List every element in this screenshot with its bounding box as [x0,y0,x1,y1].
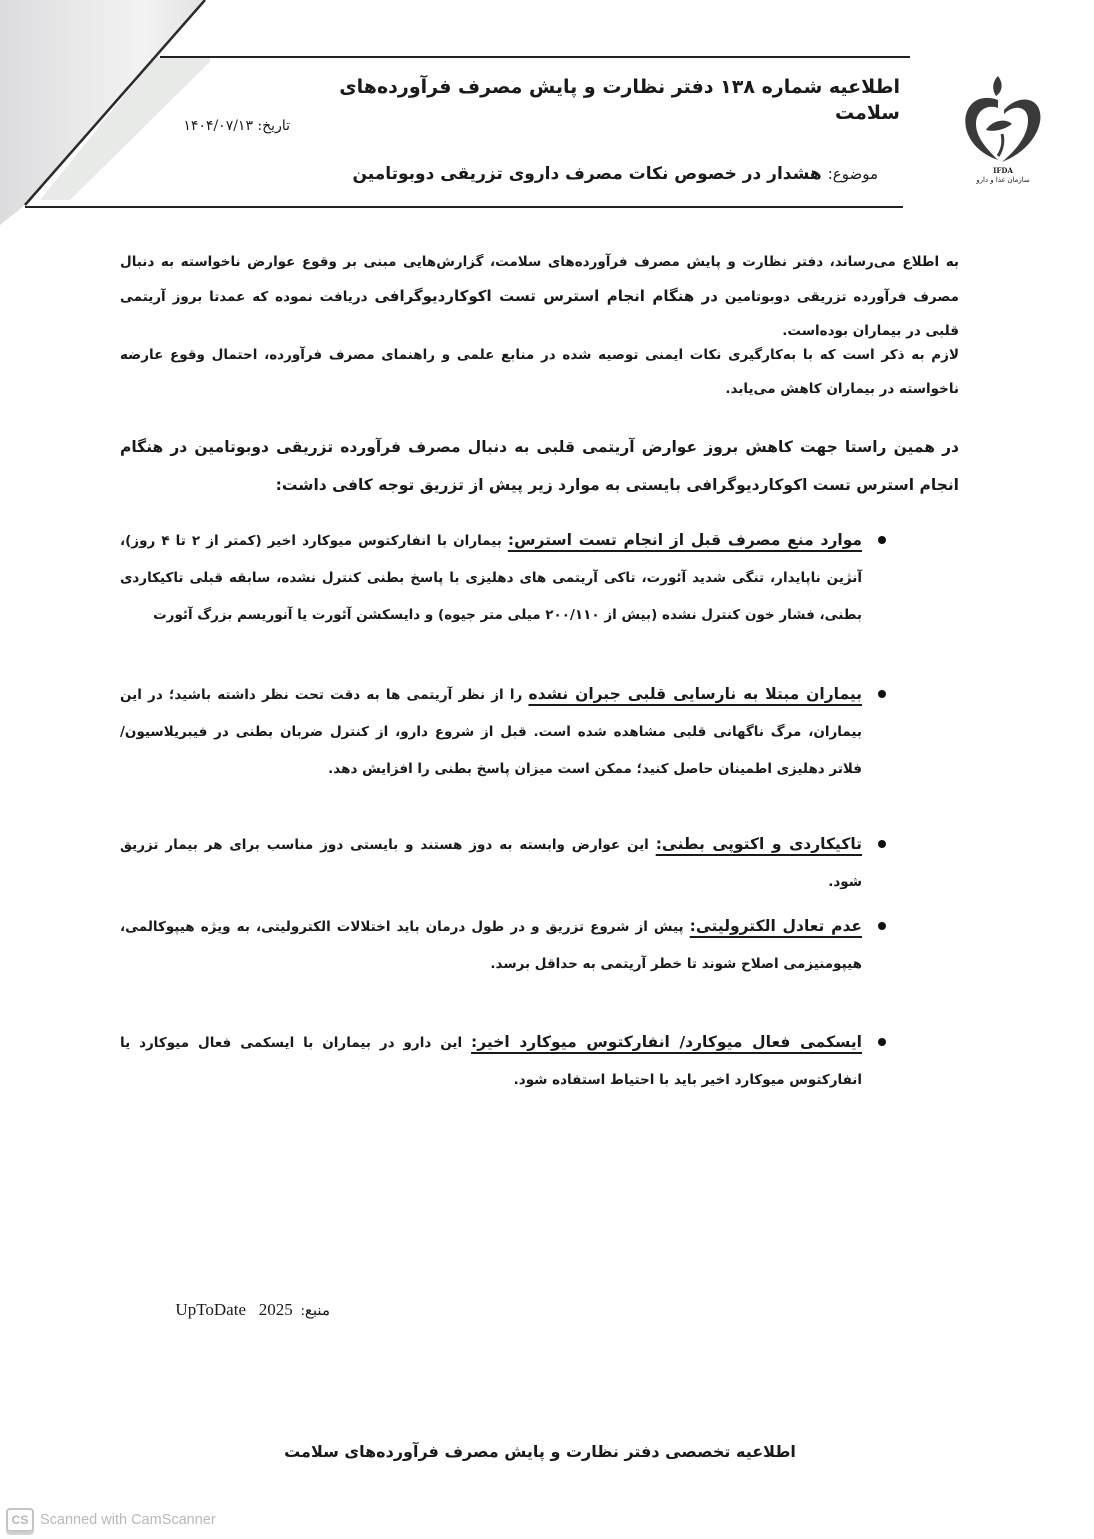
precaution-item [120,522,862,634]
precaution-heading: عدم تعادل الکترولیتی: [689,917,863,935]
source-citation [130,1300,330,1320]
subject-value: هشدار در خصوص نکات مصرف داروی تزریقی دوبوتامین [352,164,822,184]
header-top-rule [160,56,910,58]
precaution-text: بیماران با انفارکتوس میوکارد اخیر (کمتر از ۲ تا ۴ روز)، آنژین ناپایدار، تنگی شدید آئورت، تاکی آریتمی های دهلیزی با پاسخ بطنی کنترل نشده، سابقه قبلی تاکیکاردی بطنی، فشار خون کنترل نشده (بیش از ۲۰۰/۱۱۰ میلی متر جیوه) و دایسکشن آئورت یا آنوریسم بزرگ آئورت [120,533,862,623]
date-value: ۱۴۰۴/۰۷/۱۳ [183,118,253,134]
precaution-item [120,826,862,901]
precaution-text: این عوارض وابسته به دوز هستند و بایستی دوز مناسب برای هر بیمار تزریق شود. [120,837,862,890]
date-label: تاریخ: [257,118,290,134]
precaution-heading: ایسکمی فعال میوکارد/ انفارکتوس میوکارد اخیر: [471,1033,862,1051]
precaution-text: را از نظر آریتمی ها به دقت تحت نظر داشته باشید؛ در این بیماران، مرگ ناگهانی قلبی مشاهده شده است. قبل از شروع دارو، از کنترل ضربان بطنی در فیبریلاسیون/ فلاتر دهلیزی اطمینان حاصل کنید؛ ممکن است میزان پاسخ بطنی را افزایش دهد. [120,687,862,777]
announcement-subject [300,162,878,186]
camscanner-watermark [6,1508,216,1532]
guidance-intro-paragraph: در همین راستا جهت کاهش بروز عوارض آریتمی قلبی به دنبال مصرف فرآورده تزریقی دوبوتامین در هنگام انجام استرس تست اکوکاردیوگرافی بایستی به موارد زیر پیش از تزریق توجه کافی داشت: [120,438,959,494]
intro-text-a: به اطلاع می‌رساند، دفتر نظارت و پایش مصرف فرآورده‌های سلامت، گزارش‌هایی مبنی بر وقوع عوارض ناخواسته به دنبال مصرف فرآورده تزریقی دوبوتامین [120,254,959,305]
precaution-heading: تاکیکاردی و اکتوپی بطنی: [655,835,862,853]
ifda-logo [958,70,1048,190]
ifda-logo-icon [958,70,1048,166]
source-value: UpToDate 2025 [175,1300,293,1319]
source-label: منبع: [300,1303,330,1319]
header-bottom-rule [25,206,903,208]
watermark-text: Scanned with CamScanner [40,1512,216,1528]
precaution-text: این دارو در بیماران با ایسکمی فعال میوکارد یا انفارکتوس میوکارد اخیر باید با احتیاط استفاده شود. [120,1035,862,1088]
precaution-item [120,908,862,983]
safety-note-paragraph: لازم به ذکر است که با به‌کارگیری نکات ایمنی توصیه شده در منابع علمی و راهنمای مصرف فرآورده، احتمال وقوع عارضه ناخواسته در بیماران کاهش می‌یابد. [120,347,959,397]
subject-label: موضوع: [827,165,878,183]
announcement-date [140,118,290,134]
intro-paragraph [120,245,959,348]
page-fold-shadow [0,0,210,230]
intro-text-c: دریافت نموده که عمدتا بروز آریتمی قلبی در بیماران بوده‌است. [120,289,959,339]
precaution-heading: بیماران مبتلا به نارسایی قلبی جبران نشده [528,685,862,703]
precaution-item [120,1024,862,1099]
camscanner-icon: CS [6,1508,34,1532]
footer-text: اطلاعیه تخصصی دفتر نظارت و پایش مصرف فرآورده‌های سلامت [284,1442,796,1461]
intro-text-emphasis: در هنگام انجام استرس تست اکوکاردیوگرافی [374,287,719,305]
logo-text-fa: سازمان غذا و دارو [976,176,1030,184]
logo-text-en: IFDA [993,166,1013,175]
precaution-item [120,676,862,788]
precaution-text: پیش از شروع تزریق و در طول درمان باید اختلالات الکترولیتی، به ویژه هیپوکالمی، هیپومنیزمی اصلاح شوند تا خطر آریتمی به حداقل برسد. [120,919,862,972]
precaution-heading: موارد منع مصرف قبل از انجام تست استرس: [507,531,863,549]
announcement-title: اطلاعیه شماره ۱۳۸ دفتر نظارت و پایش مصرف فرآورده‌های سلامت [339,76,900,124]
